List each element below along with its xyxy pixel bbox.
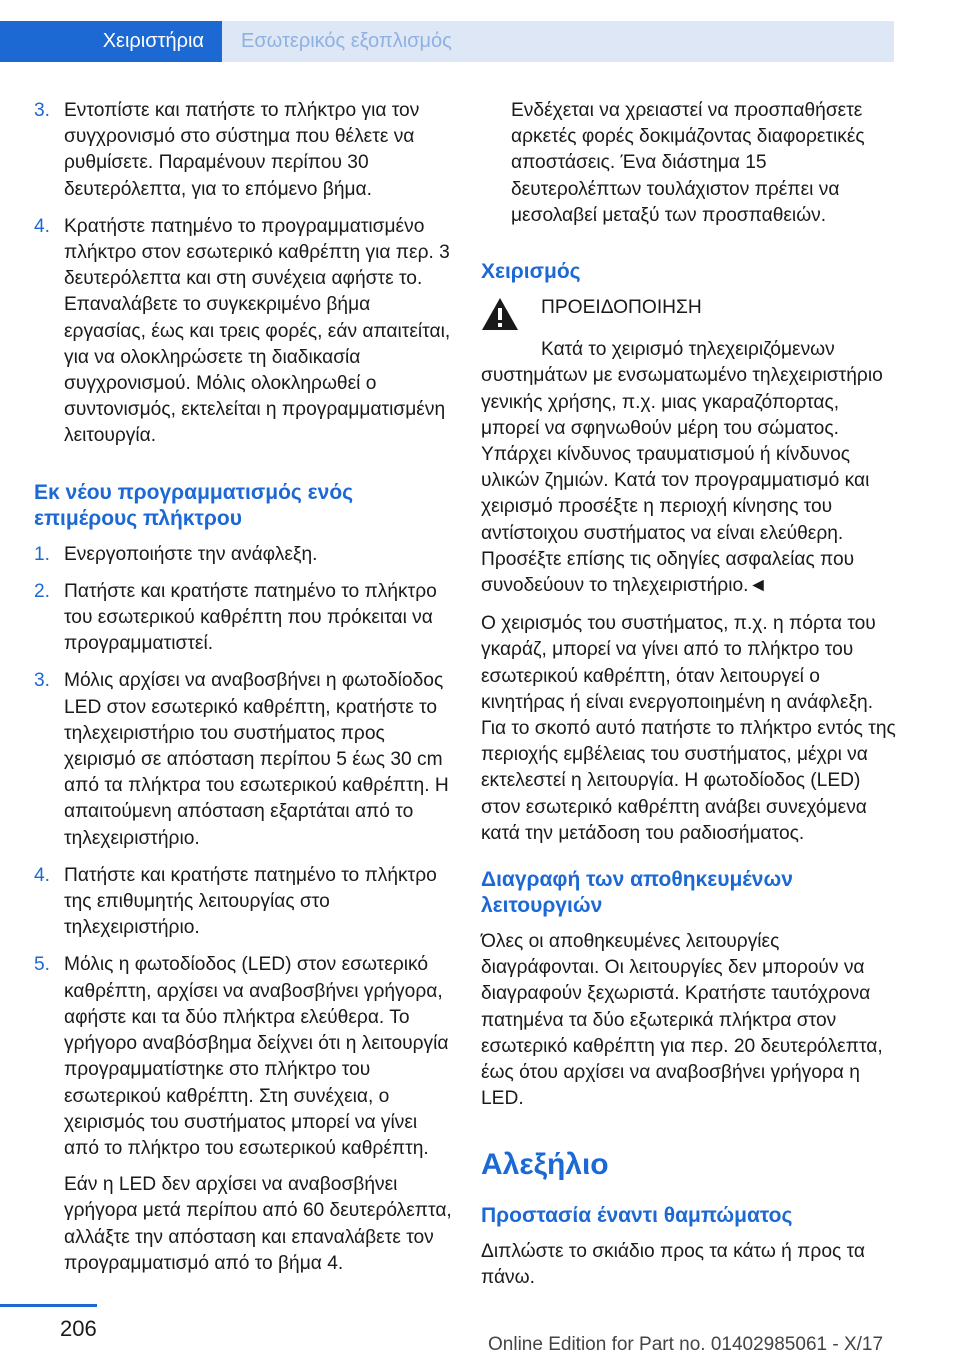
step-number: 4. bbox=[34, 215, 51, 237]
tab-controls-label: Χειριστήρια bbox=[102, 30, 204, 52]
step-number: 4. bbox=[34, 864, 51, 886]
section-heading-reprogram: Εκ νέου προγραμματισμός ενός επιμέρους πλήκτρου bbox=[34, 480, 354, 530]
glare-paragraph: Διπλώστε το σκιάδιο προς τα κάτω ή προς τα πάνω. bbox=[481, 1240, 865, 1288]
right-column bbox=[481, 98, 896, 1303]
step-note: Εάν η LED δεν αρχίσει να αναβοσβήνει γρήγορα μετά περίπου από 60 δευτερόλεπτα, αλλάξτε την απόσταση και επαναλάβετε τον προγραμματισμό από το βήμα 4. bbox=[64, 1174, 452, 1274]
list-item bbox=[34, 579, 454, 658]
tab-interior-equipment[interactable] bbox=[222, 21, 894, 62]
step-text: Κρατήστε πατημένο το προγραμματισμένο πλήκτρο στον εσωτερικό καθρέπτη για περ. 3 δευτερόλεπτα και στη συνέχεια αφήστε το. Επαναλάβετε το συγκεκριμένο βήμα εργασίας, έως και τρεις φορές, εάν απαιτείται, για να ολοκληρώσετε τη διαδικασία συγχρονισμού. Μόλις ολοκληρωθεί ο συντονισμός, εκτελείται η προγραμματισμένη λειτουργία. bbox=[64, 215, 451, 447]
section-heading-delete: Διαγραφή των αποθηκευμένων λειτουργιών bbox=[481, 868, 793, 918]
step-number: 3. bbox=[34, 100, 51, 121]
step-text: Μόλις η φωτοδίοδος (LED) στον εσωτερικό καθρέπτη, αρχίσει να αναβοσβήνει γρήγορα, αφήστε και τα δύο πλήκτρα ελεύθερα. Το γρήγορο αναβόσβημα δείχνει ότι η λειτουργία προγραμματίστηκε στο πλήκτρο του εσωτερικού καθρέπτη. Στη συνέχεια, ο χειρισμός του συστήματος μπορεί να γίνει από το πλήκτρο του εσωτερικού καθρέπτη. bbox=[64, 954, 449, 1159]
list-item bbox=[34, 863, 454, 942]
left-column bbox=[34, 98, 454, 1288]
delete-paragraph: Όλες οι αποθηκευμένες λειτουργίες διαγράφονται. Οι λειτουργίες δεν μπορούν να διαγραφούν ξεχωριστά. Κρατήστε ταυτόχρονα πατημένα τα δύο εξωτερικά πλήκτρα στον εσωτερικό καθρέπτη για περ. 20 δευτερόλεπτα, έως ότου αρχίσει να αναβοσβήνει γρήγορα η LED. bbox=[481, 931, 883, 1110]
list-item bbox=[34, 952, 454, 1276]
list-item bbox=[34, 668, 454, 851]
footer-rule bbox=[0, 1304, 97, 1307]
list-item bbox=[34, 542, 454, 568]
step-number: 3. bbox=[34, 670, 51, 692]
section-heading-glare: Προστασία έναντι θαμπώματος bbox=[481, 1203, 793, 1227]
step-text: Πατήστε και κρατήστε πατημένο το πλήκτρο της επιθυμητής λειτουργίας στο τηλεχειριστήριο. bbox=[64, 864, 437, 939]
step-text: Πατήστε και κρατήστε πατημένο το πλήκτρο του εσωτερικού καθρέπτη που πρόκειται να προγραμματιστεί. bbox=[64, 580, 437, 655]
list-item bbox=[34, 98, 454, 203]
list-item bbox=[34, 214, 454, 450]
step-text: Μόλις αρχίσει να αναβοσβήνει η φωτοδίοδος LED στον εσωτερικό καθρέπτη, κρατήστε το τηλεχειριστήριο του συστήματος προς χειρισμό σε απόσταση περίπου 5 έως 30 cm από τα πλήκτρα του εσωτερικού καθρέπτη. Η απαιτούμενη απόσταση εξαρτάται από το τηλεχειριστήριο. bbox=[64, 670, 449, 849]
warning-block bbox=[481, 295, 896, 339]
page-header bbox=[0, 0, 960, 62]
section-heading-operation: Χειρισμός bbox=[481, 260, 581, 284]
warning-triangle-icon bbox=[481, 295, 541, 339]
retry-paragraph: Ενδέχεται να χρειαστεί να προσπαθήσετε αρκετές φορές δοκιμάζοντας διαφορετικές αποστάσεις. Ένα διάστημα 15 δευτερολέπτων τουλάχιστον πρέπει να μεσολαβεί μεταξύ των προσπαθειών. bbox=[511, 100, 865, 226]
step-number: 5. bbox=[34, 954, 51, 976]
operation-paragraph: Ο χειρισμός του συστήματος, π.χ. η πόρτα του γκαράζ, μπορεί να γίνει από το πλήκτρο του εσωτερικού καθρέπτη, όταν λειτουργεί ο κινητήρας ή είναι ενεργοποιημένη η ανάφλεξη. Για το σκοπό αυτό πατήστε το πλήκτρο εντός της περιοχής εμβέλειας του συστήματος, μέχρι να εκτελεστεί η λειτουργία. Η φωτοδίοδος (LED) στον εσωτερικό καθρέπτη ανάβει συνεχόμενα κατά την μετάδοση του ραδιοσήματος. bbox=[481, 613, 896, 844]
step-text: Εντοπίστε και πατήστε το πλήκτρο για τον συγχρονισμό στο σύστημα που θέλετε να ρυθμίσετε. Παραμένουν περίπου 30 δευτερόλεπτα, για το επόμενο βήμα. bbox=[64, 100, 420, 200]
page-number: 206 bbox=[60, 1316, 97, 1341]
tab-interior-equipment-label: Εσωτερικός εξοπλισμός bbox=[241, 30, 452, 52]
step-number: 2. bbox=[34, 580, 51, 602]
tab-controls[interactable] bbox=[0, 21, 222, 62]
step-text: Ενεργοποιήστε την ανάφλεξη. bbox=[64, 543, 318, 565]
chapter-heading-sun-visor: Αλεξήλιο bbox=[481, 1147, 609, 1181]
footer-edition: Online Edition for Part no. 01402985061 - X/17 bbox=[488, 1334, 884, 1355]
warning-title: ΠΡΟΕΙΔΟΠΟΙΗΣΗ bbox=[541, 297, 702, 319]
warning-text: Κατά το χειρισμό τηλεχειριζόμενων συστημάτων με ενσωματωμένο τηλεχειριστήριο γενικής χρήσης, π.χ. μιας γκαραζόπορτας, μπορεί να σφηνωθούν μέρη του σώματος. Υπάρχει κίνδυνος τραυματισμού ή κίνδυνος υλικών ζημιών. Κατά τον προγραμματισμό και χειρισμό προσέξτε η περιοχή κίνησης του αντίστοιχου συστήματος να είναι ελεύθερη. Προσέξτε επίσης τις οδηγίες ασφαλείας που συνοδεύουν το τηλεχειριστήριο.◄ bbox=[481, 339, 883, 597]
step-number: 1. bbox=[34, 543, 51, 565]
